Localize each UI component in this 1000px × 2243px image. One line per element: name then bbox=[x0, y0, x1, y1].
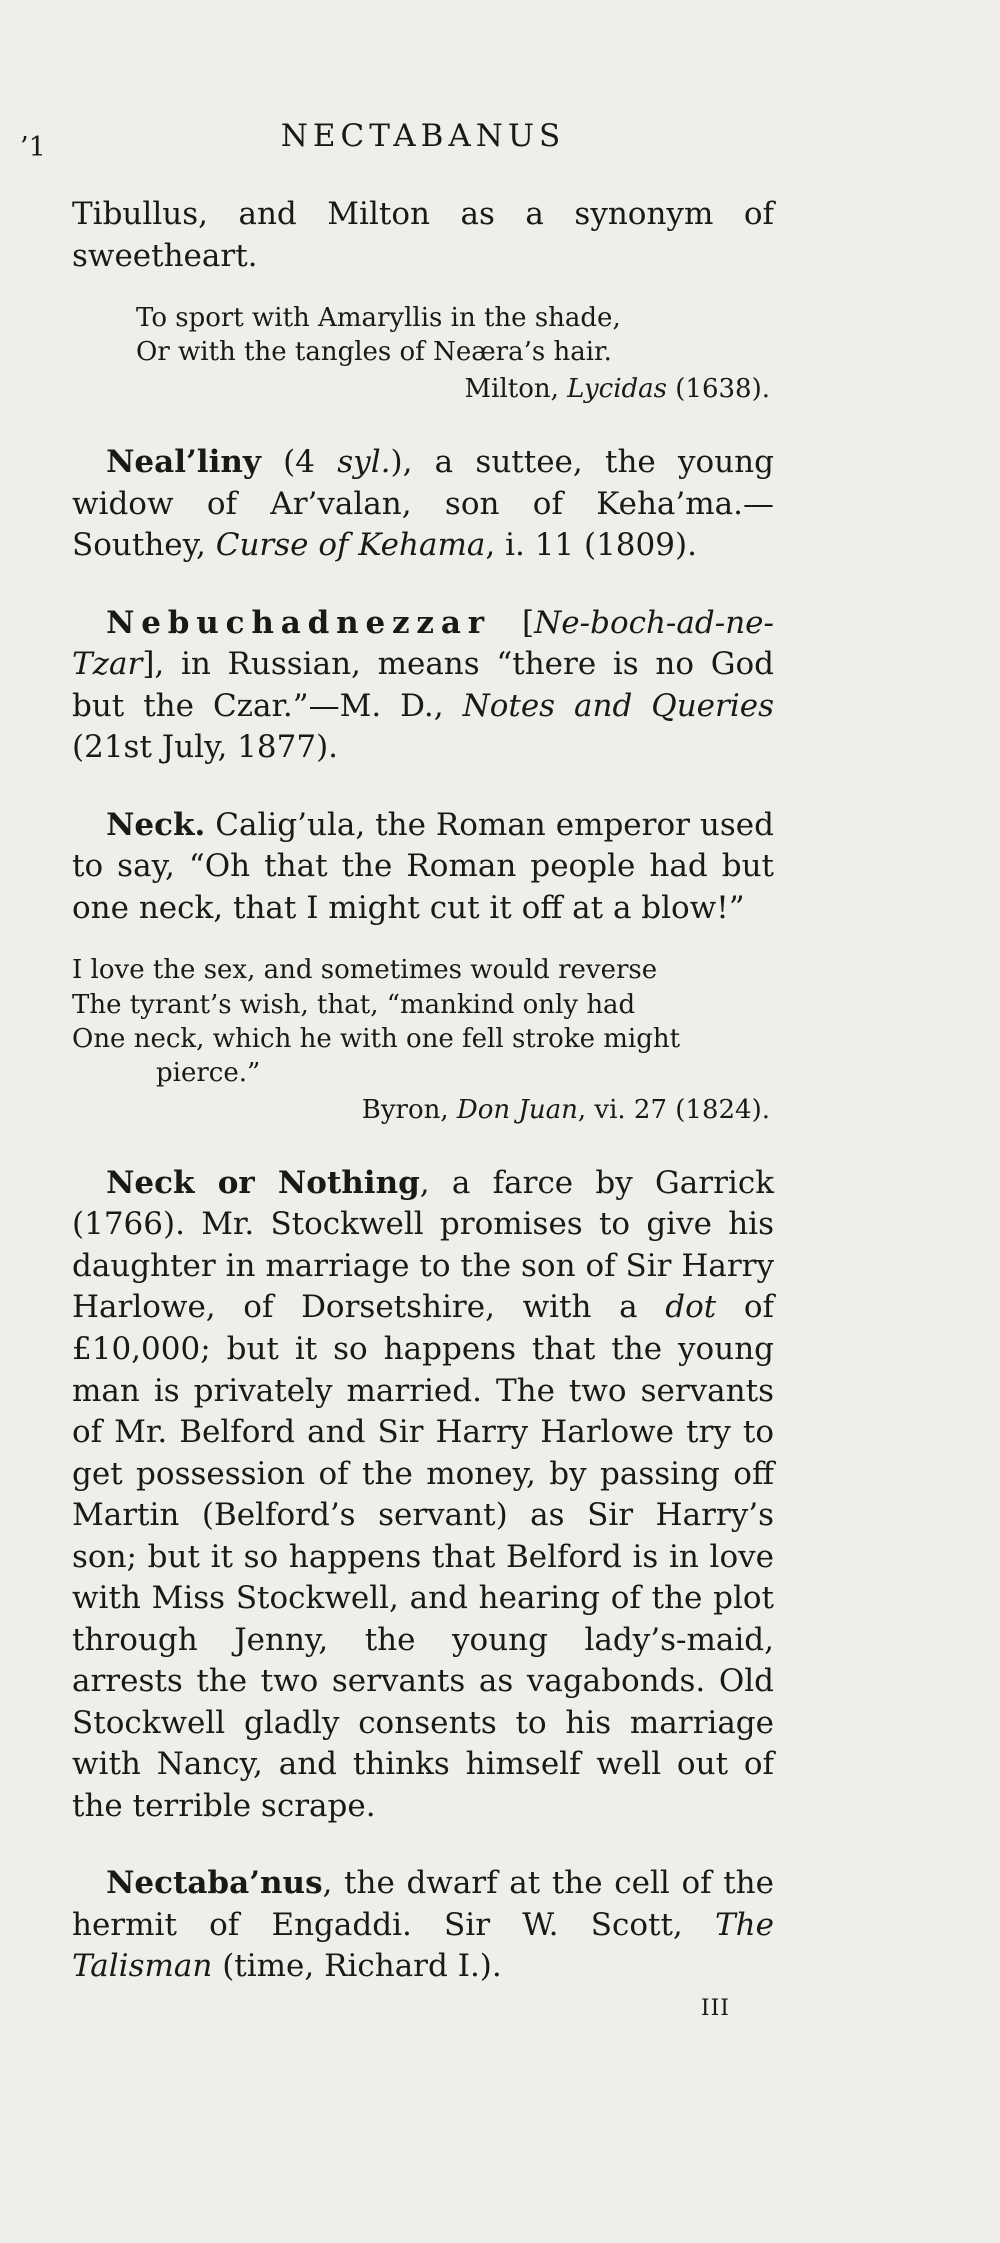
attribution-author: Milton, bbox=[464, 373, 568, 404]
text-column bbox=[72, 118, 774, 2021]
entry-text: (21st July, 1877). bbox=[72, 729, 339, 766]
entry-text: Calig’ula, the Roman emperor used to say, “Oh that the Roman people had but one neck, that I might cut it off at a blow!” bbox=[72, 806, 774, 926]
quote-line: To sport with Amaryllis in the shade, bbox=[136, 303, 621, 334]
entry-nealliny bbox=[72, 442, 774, 567]
attribution-work: Don Juan bbox=[456, 1094, 578, 1125]
attribution-year: (1638). bbox=[667, 373, 770, 404]
entry-neck-or-nothing bbox=[72, 1163, 774, 1828]
quote-line: I love the sex, and sometimes would reverse bbox=[72, 955, 658, 986]
attribution-author: Byron, bbox=[361, 1094, 457, 1125]
quote-line: One neck, which he with one fell stroke might bbox=[72, 1023, 681, 1054]
quote-attribution bbox=[136, 372, 774, 406]
paragraph-continuation bbox=[72, 194, 774, 277]
verse-quote-milton bbox=[136, 301, 774, 406]
quote-line: Or with the tangles of Neæra’s hair. bbox=[136, 337, 612, 368]
page-number-mark: ’1 bbox=[20, 132, 46, 163]
quote-line: The tyrant’s wish, that, “mankind only had bbox=[72, 989, 636, 1020]
entry-neck bbox=[72, 805, 774, 930]
entry-text: ], in Russian, means “there is no God but the Czar.”—M. D., bbox=[72, 646, 774, 724]
entry-text: [ bbox=[490, 604, 535, 641]
entry-headword: Nebuchadnezzar bbox=[106, 604, 491, 641]
entry-headword: Neal’liny bbox=[106, 444, 261, 480]
entry-nebuchadnezzar bbox=[72, 603, 774, 769]
verse-quote-byron bbox=[72, 953, 774, 1127]
entry-text: ), a suttee, the young widow of Ar’valan, son of Keha’ma.—Southey, bbox=[72, 444, 774, 564]
paragraph-text: Tibullus, and Milton as a synonym of sweetheart. bbox=[72, 196, 774, 274]
entry-text: , the dwarf at the cell of the hermit of Engaddi. Sir W. Scott, bbox=[72, 1865, 774, 1943]
quote-attribution bbox=[72, 1093, 774, 1127]
signature-mark: III bbox=[700, 1995, 730, 2021]
entry-work-title: Notes and Queries bbox=[462, 687, 774, 724]
entry-headword: Nectaba’nus bbox=[106, 1865, 323, 1902]
entry-headword: Neck. bbox=[106, 806, 206, 843]
entry-nectabanus bbox=[72, 1863, 774, 1988]
entry-headword: Neck or Nothing bbox=[106, 1164, 420, 1201]
running-header: NECTABANUS bbox=[280, 118, 566, 154]
entry-work-title: Curse of Kehama bbox=[215, 527, 486, 564]
entry-text: , a farce by Garrick (1766). Mr. Stockwell promises to give his daughter in marriage to the son of Sir Harry Harlowe, of Dorsetshire, with a bbox=[72, 1164, 774, 1326]
quote-line: pierce.” bbox=[156, 1058, 261, 1089]
entry-text: (time, Richard I.). bbox=[212, 1948, 502, 1985]
entry-pronunciation: Ne-boch-ad-ne-Tzar bbox=[72, 604, 774, 683]
entry-text-italic: syl. bbox=[337, 444, 391, 480]
entry-work-title: The Talisman bbox=[72, 1906, 774, 1985]
attribution-work: Lycidas bbox=[567, 373, 668, 404]
entry-text-italic: dot bbox=[665, 1289, 717, 1326]
entry-text: (4 bbox=[260, 444, 338, 480]
entry-text: of £10,000; but it so happens that the young man is privately married. The two servants of Mr. Belford and Sir Harry Harlowe try to get possession of the money, by passing off Martin (Belford’s servant) as Sir Harry’s son; but it so happens that Belford is in love with Miss Stockwell, and hearing of the plot through Jenny, the young lady’s-maid, arrests the two servants as vagabonds. Old Stockwell gladly consents to his marriage with Nancy, and thinks himself well out of the terrible scrape. bbox=[72, 1289, 775, 1824]
attribution-year: , vi. 27 (1824). bbox=[577, 1094, 770, 1125]
entry-text: , i. 11 (1809). bbox=[485, 527, 697, 564]
